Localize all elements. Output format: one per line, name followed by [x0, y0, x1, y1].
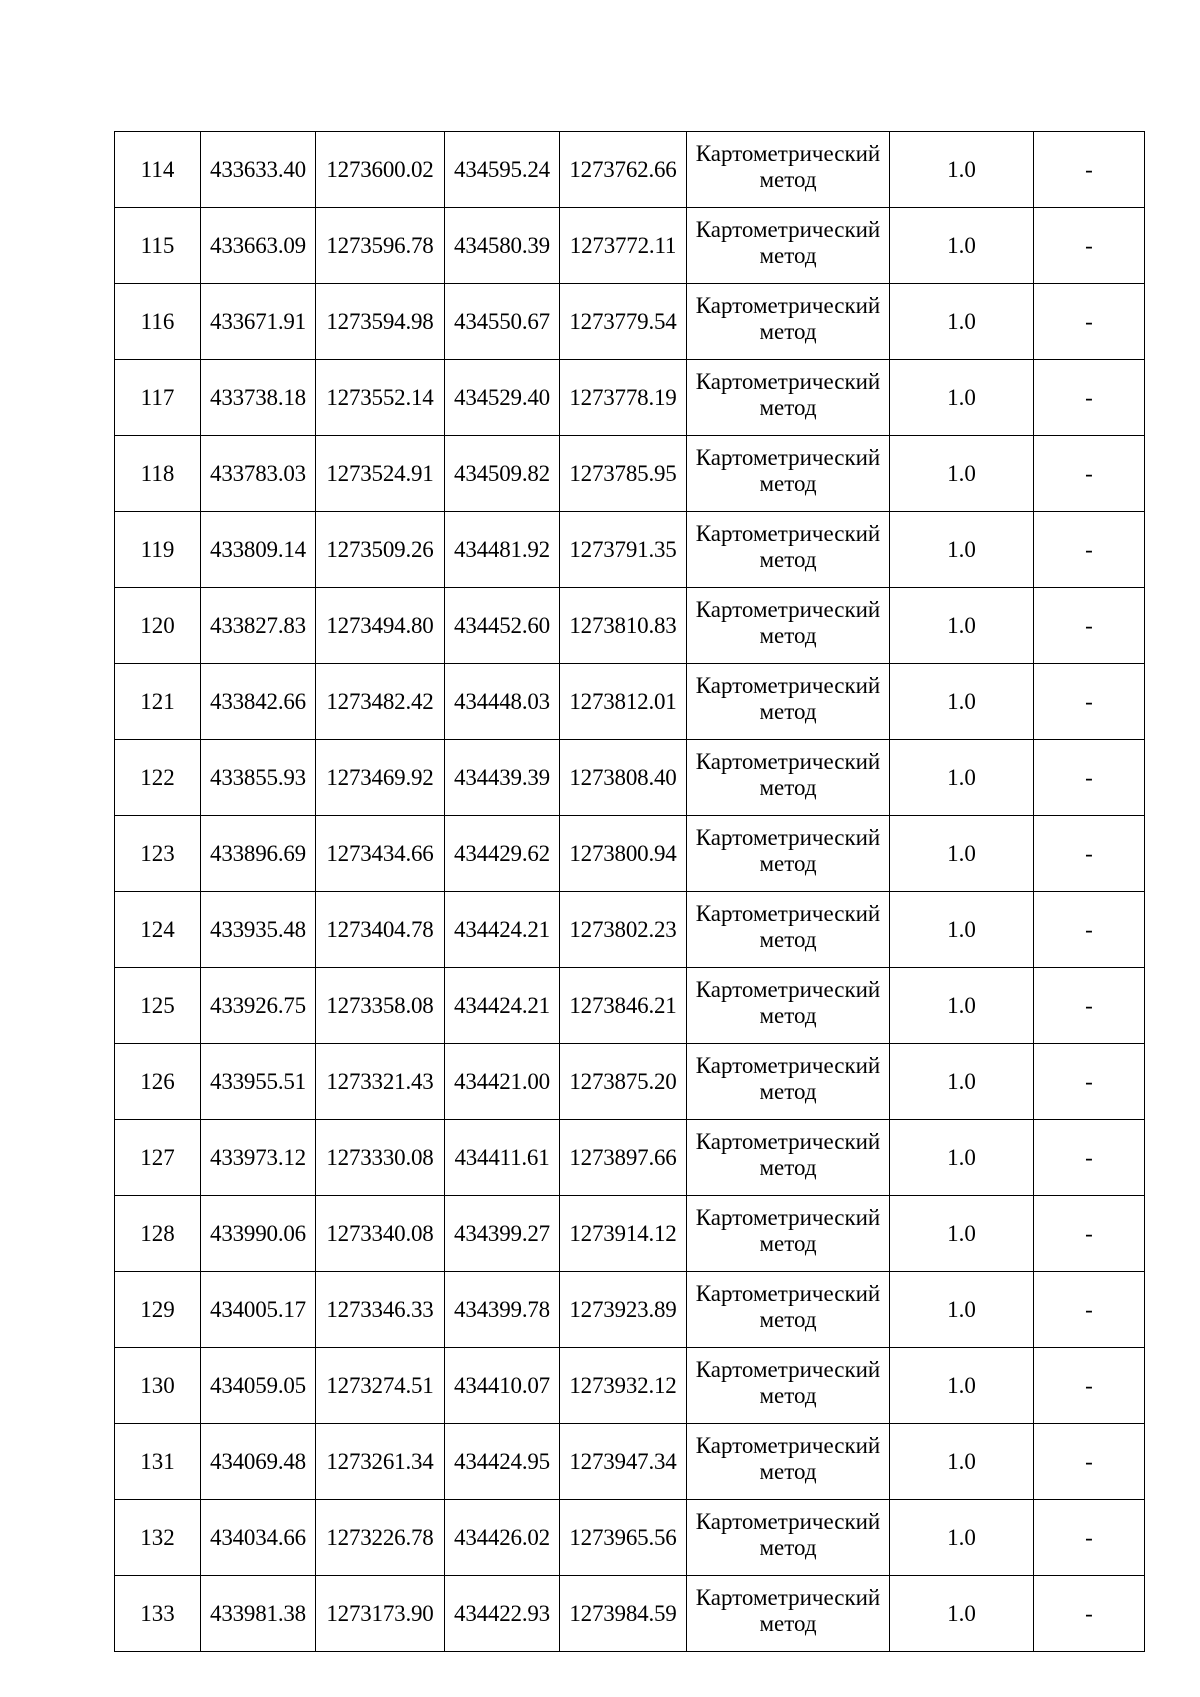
accuracy-cell: 1.0 — [890, 1576, 1034, 1652]
table-row — [115, 132, 1145, 208]
point-number-cell: 130 — [115, 1348, 201, 1424]
note-cell: - — [1034, 1424, 1145, 1500]
accuracy-cell: 1.0 — [890, 892, 1034, 968]
note-cell: - — [1034, 132, 1145, 208]
x1-coordinate-cell: 433842.66 — [201, 664, 316, 740]
point-number-cell: 132 — [115, 1500, 201, 1576]
y2-coordinate-cell: 1273791.35 — [560, 512, 687, 588]
x1-coordinate-cell: 433990.06 — [201, 1196, 316, 1272]
method-cell: Картометрический метод — [687, 1424, 890, 1500]
x2-coordinate-cell: 434529.40 — [445, 360, 560, 436]
y2-coordinate-cell: 1273778.19 — [560, 360, 687, 436]
point-number-cell: 128 — [115, 1196, 201, 1272]
x2-coordinate-cell: 434429.62 — [445, 816, 560, 892]
point-number-cell: 118 — [115, 436, 201, 512]
accuracy-cell: 1.0 — [890, 816, 1034, 892]
coordinates-table — [114, 131, 1145, 1652]
y1-coordinate-cell: 1273596.78 — [316, 208, 445, 284]
y1-coordinate-cell: 1273469.92 — [316, 740, 445, 816]
accuracy-cell: 1.0 — [890, 1272, 1034, 1348]
y1-coordinate-cell: 1273434.66 — [316, 816, 445, 892]
x1-coordinate-cell: 433855.93 — [201, 740, 316, 816]
note-cell: - — [1034, 1120, 1145, 1196]
y1-coordinate-cell: 1273552.14 — [316, 360, 445, 436]
x1-coordinate-cell: 433738.18 — [201, 360, 316, 436]
y1-coordinate-cell: 1273274.51 — [316, 1348, 445, 1424]
y2-coordinate-cell: 1273779.54 — [560, 284, 687, 360]
y2-coordinate-cell: 1273932.12 — [560, 1348, 687, 1424]
accuracy-cell: 1.0 — [890, 740, 1034, 816]
x2-coordinate-cell: 434422.93 — [445, 1576, 560, 1652]
method-cell: Картометрический метод — [687, 512, 890, 588]
y1-coordinate-cell: 1273261.34 — [316, 1424, 445, 1500]
x1-coordinate-cell: 434059.05 — [201, 1348, 316, 1424]
table-row — [115, 1500, 1145, 1576]
y1-coordinate-cell: 1273340.08 — [316, 1196, 445, 1272]
point-number-cell: 116 — [115, 284, 201, 360]
y1-coordinate-cell: 1273321.43 — [316, 1044, 445, 1120]
x2-coordinate-cell: 434411.61 — [445, 1120, 560, 1196]
y2-coordinate-cell: 1273812.01 — [560, 664, 687, 740]
table-row — [115, 892, 1145, 968]
method-cell: Картометрический метод — [687, 284, 890, 360]
table-row — [115, 284, 1145, 360]
point-number-cell: 126 — [115, 1044, 201, 1120]
y1-coordinate-cell: 1273509.26 — [316, 512, 445, 588]
x2-coordinate-cell: 434424.21 — [445, 968, 560, 1044]
table-row — [115, 1196, 1145, 1272]
table-row — [115, 968, 1145, 1044]
y1-coordinate-cell: 1273494.80 — [316, 588, 445, 664]
method-cell: Картометрический метод — [687, 1044, 890, 1120]
y2-coordinate-cell: 1273810.83 — [560, 588, 687, 664]
point-number-cell: 127 — [115, 1120, 201, 1196]
x1-coordinate-cell: 433896.69 — [201, 816, 316, 892]
accuracy-cell: 1.0 — [890, 1348, 1034, 1424]
x2-coordinate-cell: 434448.03 — [445, 664, 560, 740]
y2-coordinate-cell: 1273785.95 — [560, 436, 687, 512]
note-cell: - — [1034, 588, 1145, 664]
method-cell: Картометрический метод — [687, 436, 890, 512]
point-number-cell: 124 — [115, 892, 201, 968]
note-cell: - — [1034, 664, 1145, 740]
table-row — [115, 1272, 1145, 1348]
point-number-cell: 122 — [115, 740, 201, 816]
y1-coordinate-cell: 1273173.90 — [316, 1576, 445, 1652]
note-cell: - — [1034, 1348, 1145, 1424]
x1-coordinate-cell: 433955.51 — [201, 1044, 316, 1120]
note-cell: - — [1034, 740, 1145, 816]
coordinates-table-body — [115, 132, 1145, 1652]
table-row — [115, 208, 1145, 284]
accuracy-cell: 1.0 — [890, 664, 1034, 740]
y2-coordinate-cell: 1273984.59 — [560, 1576, 687, 1652]
point-number-cell: 125 — [115, 968, 201, 1044]
x1-coordinate-cell: 434005.17 — [201, 1272, 316, 1348]
note-cell: - — [1034, 816, 1145, 892]
x1-coordinate-cell: 433973.12 — [201, 1120, 316, 1196]
x1-coordinate-cell: 434034.66 — [201, 1500, 316, 1576]
y2-coordinate-cell: 1273800.94 — [560, 816, 687, 892]
x2-coordinate-cell: 434410.07 — [445, 1348, 560, 1424]
method-cell: Картометрический метод — [687, 360, 890, 436]
x2-coordinate-cell: 434424.95 — [445, 1424, 560, 1500]
y2-coordinate-cell: 1273923.89 — [560, 1272, 687, 1348]
x1-coordinate-cell: 433926.75 — [201, 968, 316, 1044]
x2-coordinate-cell: 434424.21 — [445, 892, 560, 968]
method-cell: Картометрический метод — [687, 1500, 890, 1576]
point-number-cell: 115 — [115, 208, 201, 284]
x1-coordinate-cell: 433671.91 — [201, 284, 316, 360]
point-number-cell: 119 — [115, 512, 201, 588]
table-row — [115, 360, 1145, 436]
y2-coordinate-cell: 1273772.11 — [560, 208, 687, 284]
x2-coordinate-cell: 434452.60 — [445, 588, 560, 664]
table-row — [115, 588, 1145, 664]
table-row — [115, 1120, 1145, 1196]
method-cell: Картометрический метод — [687, 208, 890, 284]
x1-coordinate-cell: 433809.14 — [201, 512, 316, 588]
y1-coordinate-cell: 1273524.91 — [316, 436, 445, 512]
table-row — [115, 436, 1145, 512]
method-cell: Картометрический метод — [687, 132, 890, 208]
y2-coordinate-cell: 1273846.21 — [560, 968, 687, 1044]
x2-coordinate-cell: 434481.92 — [445, 512, 560, 588]
note-cell: - — [1034, 1272, 1145, 1348]
x2-coordinate-cell: 434399.78 — [445, 1272, 560, 1348]
y2-coordinate-cell: 1273808.40 — [560, 740, 687, 816]
accuracy-cell: 1.0 — [890, 436, 1034, 512]
y2-coordinate-cell: 1273802.23 — [560, 892, 687, 968]
method-cell: Картометрический метод — [687, 1272, 890, 1348]
y1-coordinate-cell: 1273358.08 — [316, 968, 445, 1044]
accuracy-cell: 1.0 — [890, 132, 1034, 208]
accuracy-cell: 1.0 — [890, 588, 1034, 664]
table-row — [115, 512, 1145, 588]
y1-coordinate-cell: 1273330.08 — [316, 1120, 445, 1196]
accuracy-cell: 1.0 — [890, 208, 1034, 284]
note-cell: - — [1034, 436, 1145, 512]
method-cell: Картометрический метод — [687, 664, 890, 740]
x2-coordinate-cell: 434439.39 — [445, 740, 560, 816]
method-cell: Картометрический метод — [687, 1576, 890, 1652]
note-cell: - — [1034, 360, 1145, 436]
note-cell: - — [1034, 1500, 1145, 1576]
y1-coordinate-cell: 1273600.02 — [316, 132, 445, 208]
x2-coordinate-cell: 434509.82 — [445, 436, 560, 512]
accuracy-cell: 1.0 — [890, 1500, 1034, 1576]
y2-coordinate-cell: 1273897.66 — [560, 1120, 687, 1196]
note-cell: - — [1034, 1196, 1145, 1272]
accuracy-cell: 1.0 — [890, 512, 1034, 588]
table-row — [115, 1348, 1145, 1424]
table-row — [115, 1044, 1145, 1120]
accuracy-cell: 1.0 — [890, 1196, 1034, 1272]
point-number-cell: 131 — [115, 1424, 201, 1500]
x1-coordinate-cell: 433827.83 — [201, 588, 316, 664]
x2-coordinate-cell: 434580.39 — [445, 208, 560, 284]
x1-coordinate-cell: 433633.40 — [201, 132, 316, 208]
table-row — [115, 740, 1145, 816]
y1-coordinate-cell: 1273594.98 — [316, 284, 445, 360]
x1-coordinate-cell: 433663.09 — [201, 208, 316, 284]
accuracy-cell: 1.0 — [890, 968, 1034, 1044]
note-cell: - — [1034, 968, 1145, 1044]
point-number-cell: 120 — [115, 588, 201, 664]
method-cell: Картометрический метод — [687, 740, 890, 816]
x1-coordinate-cell: 433783.03 — [201, 436, 316, 512]
table-row — [115, 1424, 1145, 1500]
y1-coordinate-cell: 1273404.78 — [316, 892, 445, 968]
point-number-cell: 133 — [115, 1576, 201, 1652]
y1-coordinate-cell: 1273226.78 — [316, 1500, 445, 1576]
x2-coordinate-cell: 434421.00 — [445, 1044, 560, 1120]
note-cell: - — [1034, 1044, 1145, 1120]
accuracy-cell: 1.0 — [890, 1120, 1034, 1196]
x1-coordinate-cell: 433981.38 — [201, 1576, 316, 1652]
y1-coordinate-cell: 1273482.42 — [316, 664, 445, 740]
y2-coordinate-cell: 1273914.12 — [560, 1196, 687, 1272]
note-cell: - — [1034, 892, 1145, 968]
method-cell: Картометрический метод — [687, 588, 890, 664]
note-cell: - — [1034, 284, 1145, 360]
table-row — [115, 664, 1145, 740]
y1-coordinate-cell: 1273346.33 — [316, 1272, 445, 1348]
y2-coordinate-cell: 1273947.34 — [560, 1424, 687, 1500]
table-row — [115, 1576, 1145, 1652]
method-cell: Картометрический метод — [687, 1120, 890, 1196]
point-number-cell: 114 — [115, 132, 201, 208]
method-cell: Картометрический метод — [687, 1196, 890, 1272]
y2-coordinate-cell: 1273965.56 — [560, 1500, 687, 1576]
point-number-cell: 121 — [115, 664, 201, 740]
point-number-cell: 117 — [115, 360, 201, 436]
x2-coordinate-cell: 434426.02 — [445, 1500, 560, 1576]
y2-coordinate-cell: 1273875.20 — [560, 1044, 687, 1120]
method-cell: Картометрический метод — [687, 968, 890, 1044]
accuracy-cell: 1.0 — [890, 1044, 1034, 1120]
note-cell: - — [1034, 208, 1145, 284]
note-cell: - — [1034, 1576, 1145, 1652]
table-row — [115, 816, 1145, 892]
method-cell: Картометрический метод — [687, 892, 890, 968]
x1-coordinate-cell: 433935.48 — [201, 892, 316, 968]
method-cell: Картометрический метод — [687, 816, 890, 892]
note-cell: - — [1034, 512, 1145, 588]
point-number-cell: 123 — [115, 816, 201, 892]
y2-coordinate-cell: 1273762.66 — [560, 132, 687, 208]
point-number-cell: 129 — [115, 1272, 201, 1348]
accuracy-cell: 1.0 — [890, 360, 1034, 436]
x2-coordinate-cell: 434399.27 — [445, 1196, 560, 1272]
method-cell: Картометрический метод — [687, 1348, 890, 1424]
x2-coordinate-cell: 434595.24 — [445, 132, 560, 208]
accuracy-cell: 1.0 — [890, 284, 1034, 360]
x2-coordinate-cell: 434550.67 — [445, 284, 560, 360]
x1-coordinate-cell: 434069.48 — [201, 1424, 316, 1500]
accuracy-cell: 1.0 — [890, 1424, 1034, 1500]
